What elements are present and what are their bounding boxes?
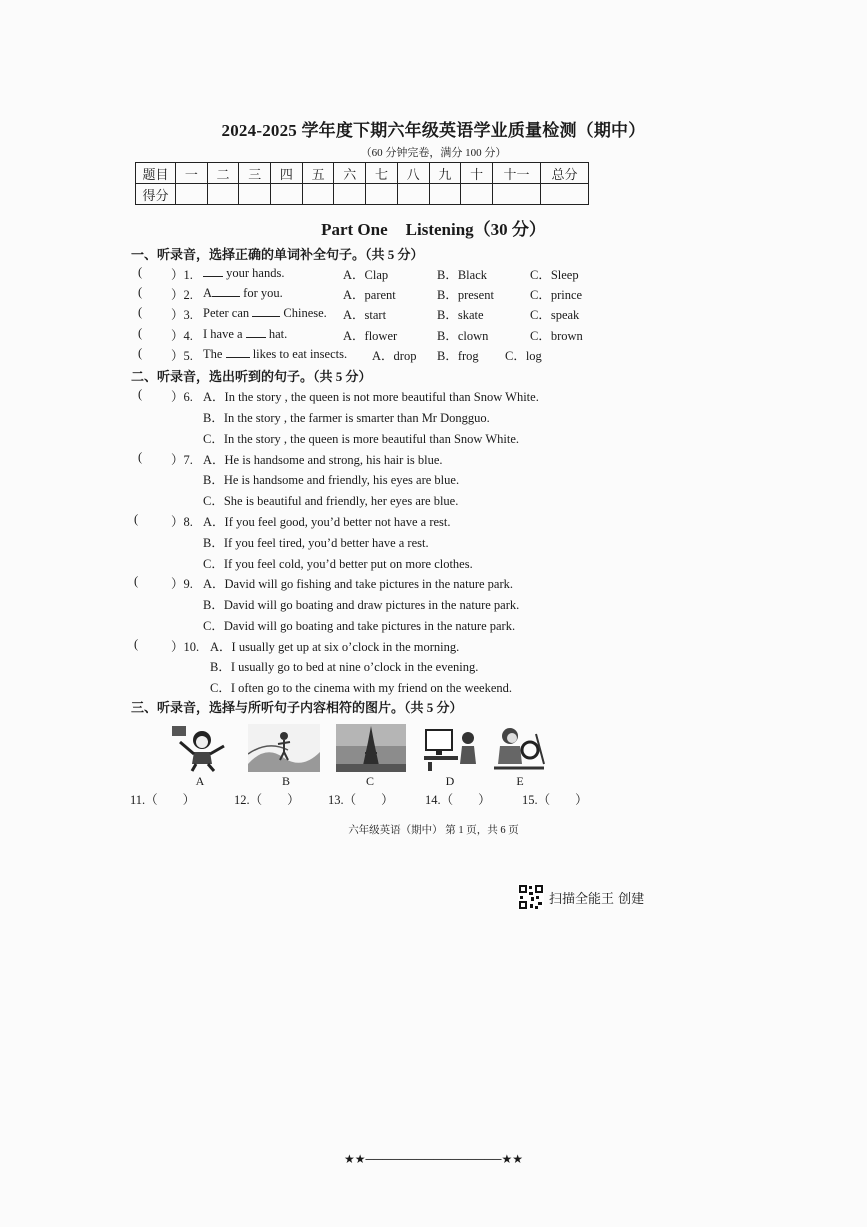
answer-slot-13[interactable]: 13.（ ） <box>328 793 394 807</box>
picture-label: E <box>516 774 524 788</box>
scanner-watermark <box>518 884 644 910</box>
score-cell <box>271 184 303 205</box>
option-c: C．In the story , the queen is more beautiful than Snow White. <box>203 432 520 446</box>
section2-heading: 二、听录音，选出听到的句子。（共 5 分） <box>131 369 372 384</box>
option-b: B．In the story , the farmer is smarter than Mr Dongguo. <box>203 411 490 425</box>
section1-heading: 一、听录音，选择正确的单词补全句子。（共 5 分） <box>131 247 424 262</box>
score-table <box>135 162 589 205</box>
option-a: A．Clap <box>343 268 389 282</box>
score-col: 五 <box>302 163 334 184</box>
option-b: B．frog <box>437 349 479 363</box>
picture-label: B <box>281 774 290 788</box>
boy-driving-icon <box>490 724 548 772</box>
exam-subtitle: （60 分钟完卷，满分 100 分） <box>360 147 507 159</box>
score-cell <box>302 184 334 205</box>
score-col: 十 <box>461 163 493 184</box>
score-col: 一 <box>176 163 208 184</box>
exam-title: 2024-2025 学年度下期六年级英语学业质量检测（期中） <box>221 121 646 140</box>
option-c: C．David will go boating and take pictures in the nature park. <box>203 619 516 633</box>
part-one-title <box>0 215 867 240</box>
score-col: 三 <box>239 163 271 184</box>
section3-heading: 三、听录音，选择与所听句子内容相符的图片。（共 5 分） <box>131 700 463 715</box>
answer-slot-14[interactable]: 14.（ ） <box>425 793 491 807</box>
eiffel-tower-icon <box>336 724 406 772</box>
option-c: C．speak <box>530 308 580 322</box>
score-table-row-label: 题目 <box>136 163 176 184</box>
option-a: A．flower <box>343 329 398 343</box>
score-col: 九 <box>429 163 461 184</box>
score-cell <box>239 184 271 205</box>
option-b: B．David will go boating and draw pictures in the nature park. <box>203 598 520 612</box>
score-col: 十一 <box>493 163 541 184</box>
boy-on-hill-icon <box>248 724 320 772</box>
kid-waving-icon <box>170 724 232 772</box>
score-cell <box>176 184 208 205</box>
option-a: A．David will go fishing and take pictures in the nature park. <box>203 577 513 591</box>
computer-desk-icon <box>420 724 484 772</box>
picture-label: D <box>445 774 455 788</box>
answer-slot-12[interactable]: 12.（ ） <box>234 793 300 807</box>
score-table-row-label: 得分 <box>136 184 176 205</box>
score-col-total: 总分 <box>541 163 589 184</box>
option-b: B．He is handsome and friendly, his eyes are blue. <box>203 473 460 487</box>
page-footer: 六年级英语（期中） 第 1 页，共 6 页 <box>348 825 519 836</box>
bottom-divider: ★★────────────────★★ <box>343 1152 524 1166</box>
option-b: B．If you feel tired, you’d better have a rest. <box>203 536 429 550</box>
option-b: B．I usually go to bed at nine o’clock in the evening. <box>210 660 479 674</box>
score-col: 八 <box>397 163 429 184</box>
score-cell <box>461 184 493 205</box>
score-cell <box>429 184 461 205</box>
score-table-header-row <box>136 163 589 184</box>
option-b: B．present <box>437 288 494 302</box>
option-b: B．clown <box>437 329 489 343</box>
picture-label: C <box>365 774 374 788</box>
score-cell <box>493 184 541 205</box>
option-c: C．prince <box>530 288 583 302</box>
scanner-text: 扫描全能王 创建 <box>549 891 645 907</box>
part-one-label: Part One <box>321 220 388 239</box>
qr-code-icon <box>518 884 544 910</box>
answer-slot-15[interactable]: 15.（ ） <box>522 793 588 807</box>
option-b: B．skate <box>437 308 484 322</box>
part-one-listening: Listening（30 分） <box>405 220 546 239</box>
option-a: A．If you feel good, you’d better not have a rest. <box>203 515 451 529</box>
option-a: A．I usually get up at six o’clock in the morning. <box>210 640 460 654</box>
answer-slot-11[interactable]: 11.（ ） <box>130 793 196 807</box>
score-col: 七 <box>366 163 398 184</box>
option-a: A．parent <box>343 288 396 302</box>
score-col: 四 <box>271 163 303 184</box>
option-c: C．I often go to the cinema with my friend on the weekend. <box>210 681 513 695</box>
score-col: 六 <box>334 163 366 184</box>
option-a: A．In the story , the queen is not more beautiful than Snow White. <box>203 390 539 404</box>
score-cell <box>541 184 589 205</box>
picture-label: A <box>195 774 205 788</box>
option-a: A．drop <box>372 349 417 363</box>
option-c: C．brown <box>530 329 583 343</box>
score-cell <box>366 184 398 205</box>
option-c: C．She is beautiful and friendly, her eyes are blue. <box>203 494 459 508</box>
score-col: 二 <box>207 163 239 184</box>
score-cell <box>207 184 239 205</box>
score-cell <box>397 184 429 205</box>
option-a: A．He is handsome and strong, his hair is blue. <box>203 453 443 467</box>
option-b: B．Black <box>437 268 487 282</box>
option-c: C．log <box>505 349 542 363</box>
option-c: C．If you feel cold, you’d better put on more clothes. <box>203 557 473 571</box>
score-table-score-row <box>136 184 589 205</box>
option-a: A．start <box>343 308 387 322</box>
option-c: C．Sleep <box>530 268 579 282</box>
score-cell <box>334 184 366 205</box>
